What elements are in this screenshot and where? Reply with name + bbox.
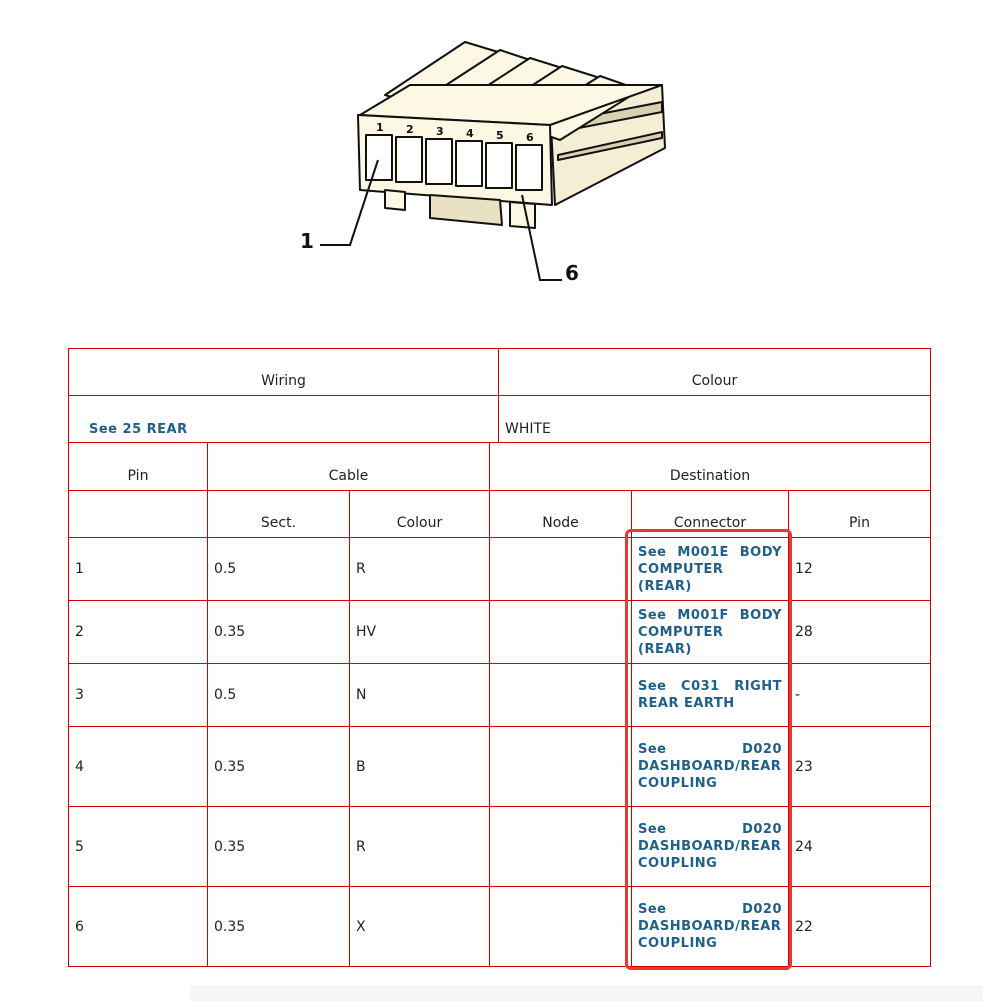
colour-cell: X xyxy=(350,887,490,967)
cavity-number: 6 xyxy=(526,131,534,144)
destination-group-header: Destination xyxy=(490,443,931,491)
colour-cell: B xyxy=(350,727,490,807)
table-row xyxy=(69,887,931,967)
node-cell xyxy=(490,807,632,887)
connector-diagram xyxy=(290,30,680,290)
node-cell xyxy=(490,601,632,664)
cavity-number: 1 xyxy=(376,121,384,134)
cable-colour-header: Colour xyxy=(350,491,490,538)
pin-cell: 3 xyxy=(69,664,208,727)
connector-link[interactable]: See D020 DASHBOARD/REAR COUPLING xyxy=(638,902,782,951)
wiring-header: Wiring xyxy=(69,349,499,396)
pin-cell: 2 xyxy=(69,601,208,664)
dest-pin-cell: 23 xyxy=(789,727,931,807)
sect-cell: 0.35 xyxy=(208,807,350,887)
wiring-link[interactable]: See 25 REAR xyxy=(89,422,188,437)
dest-pin-cell: 22 xyxy=(789,887,931,967)
colour-cell: R xyxy=(350,807,490,887)
dest-pin-header: Pin xyxy=(789,491,931,538)
pin-cell: 4 xyxy=(69,727,208,807)
sect-cell: 0.5 xyxy=(208,538,350,601)
colour-header: Colour xyxy=(499,349,931,396)
node-cell xyxy=(490,727,632,807)
colour-cell: R xyxy=(350,538,490,601)
connector-link[interactable]: See D020 DASHBOARD/REAR COUPLING xyxy=(638,822,782,871)
table-row xyxy=(69,664,931,727)
cavity-number: 2 xyxy=(406,123,414,136)
callout-6-label: 6 xyxy=(565,261,579,285)
table-row xyxy=(69,601,931,664)
connector-link[interactable]: See C031 RIGHT REAR EARTH xyxy=(638,679,782,711)
cable-group-header: Cable xyxy=(208,443,490,491)
cavity-number: 5 xyxy=(496,129,504,142)
pin-cell: 6 xyxy=(69,887,208,967)
sect-cell: 0.35 xyxy=(208,887,350,967)
pin-cell: 5 xyxy=(69,807,208,887)
wiring-table xyxy=(68,348,931,443)
pin-group-header: Pin xyxy=(69,443,208,491)
empty-header-cell xyxy=(69,491,208,538)
callout-1-label: 1 xyxy=(300,229,314,253)
table-row xyxy=(69,538,931,601)
colour-value: WHITE xyxy=(499,396,931,443)
dest-pin-cell: - xyxy=(789,664,931,727)
pin-table xyxy=(68,442,931,967)
dest-pin-cell: 12 xyxy=(789,538,931,601)
node-cell xyxy=(490,538,632,601)
table-row xyxy=(69,807,931,887)
node-header: Node xyxy=(490,491,632,538)
sect-cell: 0.35 xyxy=(208,727,350,807)
page-bottom-edge xyxy=(190,985,983,1001)
colour-cell: N xyxy=(350,664,490,727)
cavity-number: 3 xyxy=(436,125,444,138)
connector-header: Connector xyxy=(632,491,789,538)
connector-link[interactable]: See M001F BODY COMPUTER (REAR) xyxy=(638,607,782,657)
colour-cell: HV xyxy=(350,601,490,664)
node-cell xyxy=(490,887,632,967)
sect-cell: 0.35 xyxy=(208,601,350,664)
dest-pin-cell: 28 xyxy=(789,601,931,664)
table-row xyxy=(69,727,931,807)
dest-pin-cell: 24 xyxy=(789,807,931,887)
pin-cell: 1 xyxy=(69,538,208,601)
connector-link[interactable]: See M001E BODY COMPUTER (REAR) xyxy=(638,544,782,594)
node-cell xyxy=(490,664,632,727)
sect-cell: 0.5 xyxy=(208,664,350,727)
connector-link[interactable]: See D020 DASHBOARD/REAR COUPLING xyxy=(638,742,782,791)
sect-header: Sect. xyxy=(208,491,350,538)
cavity-number: 4 xyxy=(466,127,474,140)
